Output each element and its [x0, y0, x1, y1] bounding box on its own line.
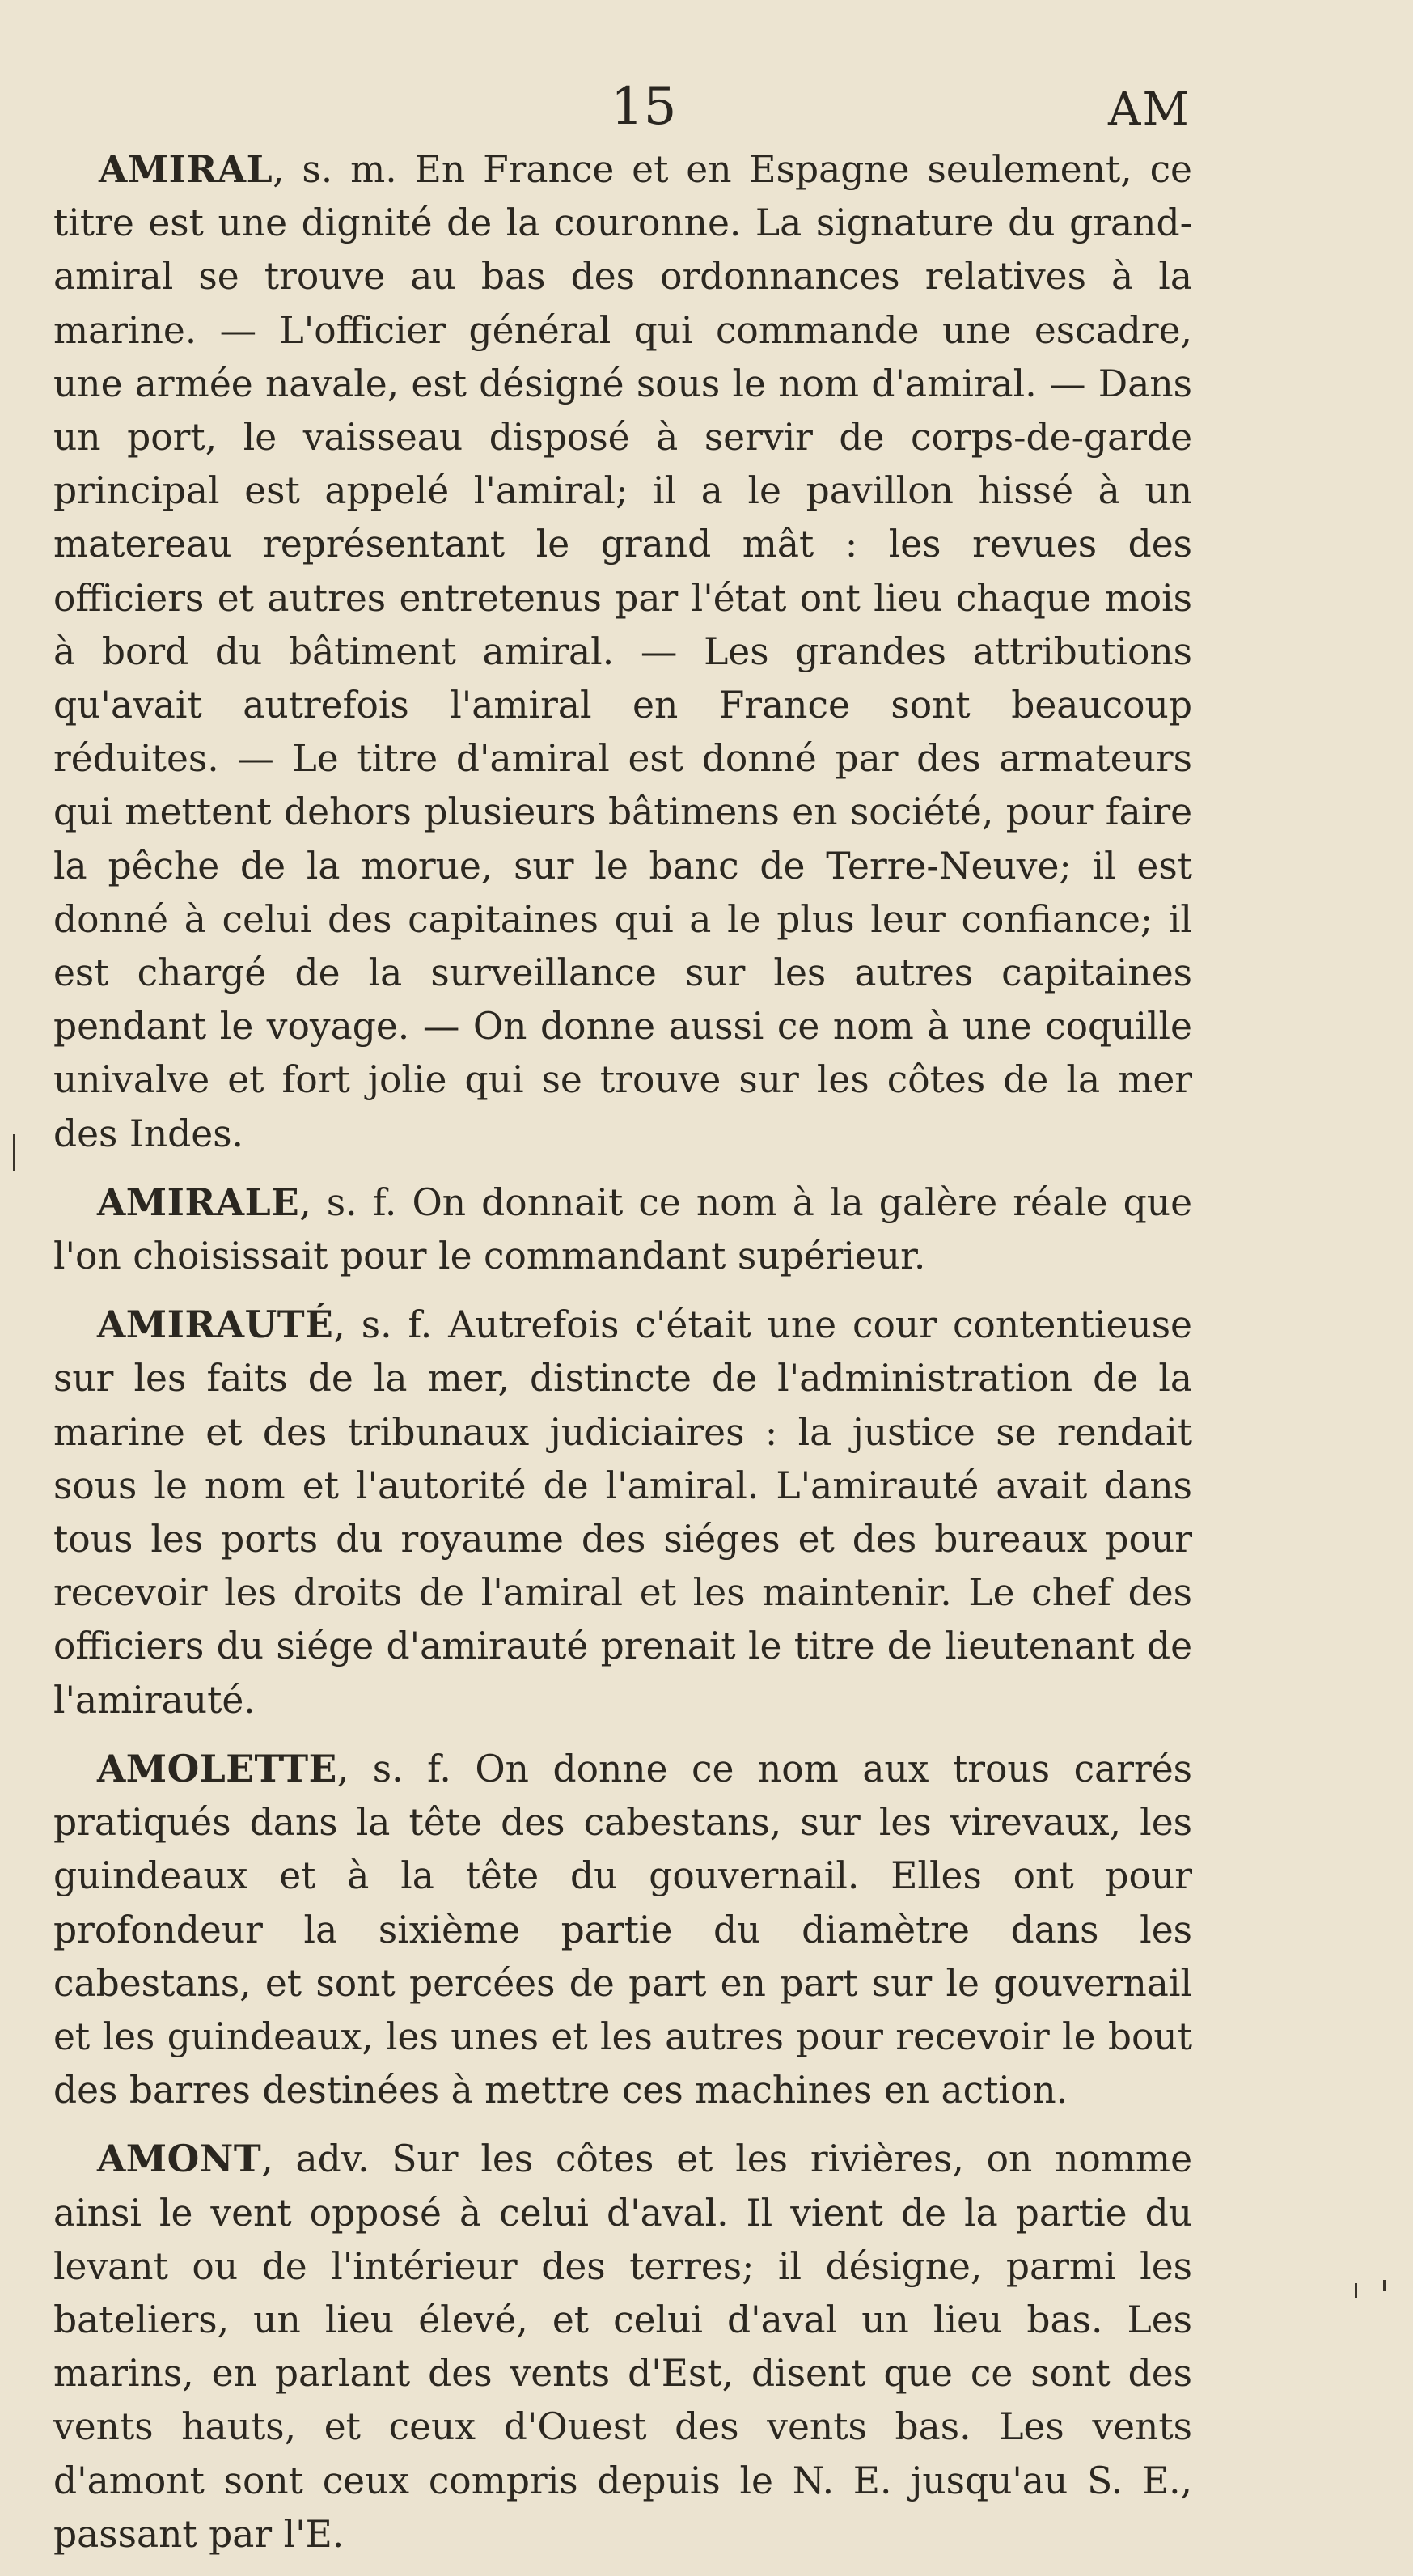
running-head: AM [1108, 83, 1191, 136]
headword: AMOLETTE [97, 1746, 337, 1790]
headword: AMIRAL [99, 147, 273, 191]
margin-speck [1355, 2283, 1357, 2298]
entry-amolette [53, 1742, 1192, 2117]
dictionary-text [53, 142, 1192, 2576]
definition: , s. f. On donne ce nom aux trous carrés pratiqués dans la tête des cabestans, sur les virevaux, les guindeaux et à la tête du gouvernail. Elles ont pour profondeur la sixième partie du diamètre dans les cabestans, et sont percées de part en part sur le gouvernail et les guindeaux, les unes et les autres pour recevoir le bout des barres destinées à mettre ces machines en action. [53, 1747, 1192, 2112]
entry-amiraute [53, 1298, 1192, 1727]
definition: , s. f. On donnait ce nom à la galère réale que l'on choisissait pour le commandant supérieur. [53, 1180, 1192, 1278]
page-number: 15 [611, 77, 677, 137]
headword: AMIRALE [97, 1180, 300, 1224]
definition: , adv. Sur les côtes et les rivières, on nomme ainsi le vent opposé à celui d'aval. Il vient de la partie du levant ou de l'intérieur des terres; il désigne, parmi les bateliers, un lieu élevé, et celui d'aval un lieu bas. Les marins, en parlant des vents d'Est, disent que ce sont des vents hauts, et ceux d'Ouest des vents bas. Les vents d'amont sont ceux compris depuis le N. E. jusqu'au S. E., passant par l'E. [53, 2137, 1192, 2556]
entry-amiral [53, 142, 1192, 1161]
page-header [0, 74, 1413, 147]
entry-amirale [53, 1176, 1192, 1283]
entry-amont [53, 2132, 1192, 2561]
headword: AMIRAUTÉ [97, 1303, 334, 1347]
margin-mark [13, 1134, 15, 1171]
definition: , s. f. Autrefois c'était une cour contentieuse sur les faits de la mer, distincte de l'administration de la marine et des tribunaux judiciaires : la justice se rendait sous le nom et l'autorité de l'amiral. L'amirauté avait dans tous les ports du royaume des siéges et des bureaux pour recevoir les droits de l'amiral et les maintenir. Le chef des officiers du siége d'amirauté prenait le titre de lieutenant de l'amirauté. [53, 1303, 1192, 1722]
headword: AMONT [97, 2137, 262, 2181]
margin-speck [1383, 2280, 1386, 2291]
definition: , s. m. En France et en Espagne seulement, ce titre est une dignité de la couronne. La signature du grand-amiral se trouve au bas des ordonnances relatives à la marine. — L'officier général qui commande une escadre, une armée navale, est désigné sous le nom d'amiral. — Dans un port, le vaisseau disposé à servir de corps-de-garde principal est appelé l'amiral; il a le pavillon hissé à un matereau représentant le grand mât : les revues des officiers et autres entretenus par l'état ont lieu chaque mois à bord du bâtiment amiral. — Les grandes attributions qu'avait autrefois l'amiral en France sont beaucoup réduites. — Le titre d'amiral est donné par des armateurs qui mettent dehors plusieurs bâtimens en société, pour faire la pêche de la morue, sur le banc de Terre-Neuve; il est donné à celui des capitaines qui a le plus leur confiance; il est chargé de la surveillance sur les autres capitaines pendant le voyage. — On donne aussi ce nom à une coquille univalve et fort jolie qui se trouve sur les côtes de la mer des Indes. [53, 148, 1192, 1155]
